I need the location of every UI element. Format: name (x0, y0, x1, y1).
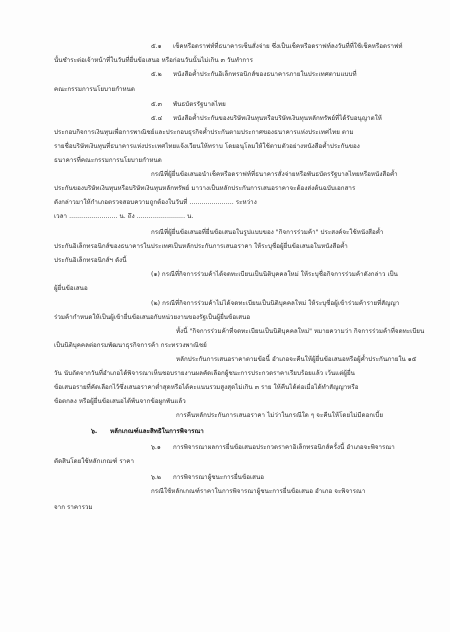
clause-number: ๕.๑ (151, 43, 162, 50)
text-line: ธนาคารที่คณะกรรมการนโยบายกำหนด (54, 157, 162, 164)
text-line: กรณีที่ผู้ยื่นข้อเสนอนำเช็คหรือดราฟท์ที่ธนาคารสั่งจ่ายหรือพันธบัตรรัฐบาลไทยหรือหนังสือค้ำ (151, 171, 398, 178)
text-line: วัน นับถัดจากวันที่อำเภอได้พิจารณาเห็นชอบรายงานผลคัดเลือกผู้ชนะการประกวดราคาเรียบร้อยแล้ว เว้นแต่ผู้ยื่น (54, 370, 355, 377)
text-line: พันธบัตรรัฐบาลไทย (173, 101, 226, 108)
text-line: ทั้งนี้ "กิจการร่วมค้าที่จดทะเบียนเป็นนิติบุคคลใหม่" หมายความว่า กิจการร่วมค้าที่จดทะเบียน (176, 328, 425, 335)
clause-number: ๕.๓ (151, 101, 162, 108)
text-line: จาก ราคารวม (54, 504, 93, 511)
text-line: (๑) กรณีที่กิจการร่วมค้าได้จดทะเบียนเป็นนิติบุคคลใหม่ ให้ระบุชื่อกิจการร่วมค้าดังกล่าว เป็น (151, 271, 398, 278)
text-line: ประกันของบริษัทเงินทุนหรือบริษัทเงินทุนหลักทรัพย์ มาวางเป็นหลักประกันการเสนอราคาจะต้องส่งต้นฉบับเอกสาร (54, 185, 356, 192)
text-line: (๒) กรณีที่กิจการร่วมค้าไม่ได้จดทะเบียนเป็นนิติบุคคลใหม่ ให้ระบุชื่อผู้เข้าร่วมค้ารายที่สัญญา (151, 300, 400, 307)
text-line: คณะกรรมการนโยบายกำหนด (54, 86, 135, 93)
text-line: หนังสือค้ำประกันของบริษัทเงินทุนหรือบริษัทเงินทุนหลักทรัพย์ที่ได้รับอนุญาตให้ (173, 115, 382, 122)
text-line: ข้อตกลง หรือผู้ยื่นข้อเสนอได้พ้นจากข้อผูกพันแล้ว (54, 398, 186, 405)
text-line: ผู้ยื่นข้อเสนอ (54, 285, 88, 292)
clause-number: ๕.๒ (151, 71, 162, 78)
section-number: ๖. (91, 428, 98, 435)
text-line: เวลา ........................ น. ถึง ........................ น. (54, 213, 194, 220)
text-line: หนังสือค้ำประกันอิเล็กทรอนิกส์ของธนาคารภายในประเทศตามแบบที่ (173, 71, 357, 78)
text-line: การพิจารณาผู้ชนะการยื่นข้อเสนอ (173, 474, 265, 481)
text-line: กรณีที่ผู้ยื่นข้อเสนอที่ยื่นข้อเสนอในรูปแบบของ "กิจการร่วมค้า" ประสงค์จะใช้หนังสือค้ำ (151, 229, 384, 236)
text-line: การคืนหลักประกันการเสนอราคา ไม่ว่าในกรณีใด ๆ จะคืนให้โดยไม่มีดอกเบี้ย (176, 412, 383, 419)
text-line: ตัดสินโดยใช้หลักเกณฑ์ ราคา (54, 458, 135, 465)
text-line: เป็นนิติบุคคลต่อกรมพัฒนาธุรกิจการค้า กระทรวงพาณิชย์ (54, 342, 207, 349)
section-heading: หลักเกณฑ์และสิทธิในการพิจารณา (110, 428, 204, 435)
text-line: เช็คหรือดราฟท์ที่ธนาคารเซ็นสั่งจ่าย ซึ่งเป็นเช็คหรือดราฟท์ลงวันที่ที่ใช้เช็คหรือดราฟท์ (173, 43, 403, 50)
text-line: หลักประกันการเสนอราคาตามข้อนี้ อำเภอจะคืนให้ผู้ยื่นข้อเสนอหรือผู้ค้ำประกันภายใน ๑๕ (176, 356, 417, 363)
text-line: นั้นชำระต่อเจ้าหน้าที่ในวันที่ยื่นข้อเสนอ หรือก่อนวันนั้นไม่เกิน ๓ วันทำการ (54, 57, 254, 64)
text-line: รายชื่อบริษัทเงินทุนที่ธนาคารแห่งประเทศไทยแจ้งเวียนให้ทราบ โดยอนุโลมให้ใช้ตามตัวอย่างหนังสือค้ำประกันของ (54, 143, 360, 150)
text-line: ประกันอิเล็กทรอนิกส์ฯ ดังนี้ (54, 257, 127, 264)
text-line: ร่วมค้ากำหนดให้เป็นผู้เข้ายื่นข้อเสนอกับหน่วยงานของรัฐเป็นผู้ยื่นข้อเสนอ (54, 314, 251, 321)
text-line: ดังกล่าวมาให้กำเภอตรวจสอบความถูกต้องในวันที่ ...................... ระหว่าง (54, 199, 257, 206)
text-line: กรณีใช้หลักเกณฑ์ราคาในการพิจารณาผู้ชนะการยื่นข้อเสนอ อำเภอ จะพิจารณา (151, 488, 366, 495)
clause-number: ๖.๑ (151, 444, 161, 451)
clause-number: ๖.๒ (151, 474, 161, 481)
text-line: ประกอบกิจการเงินทุนเพื่อการพาณิชย์และประกอบธุรกิจค้ำประกันตามประกาศของธนาคารแห่งประเทศไทย ตาม (54, 129, 354, 136)
text-line: ข้อเสนอรายที่คัดเลือกไว้ซึ่งเสนอราคาต่ำสุดหรือได้คะแนนรวมสูงสุดไม่เกิน ๓ ราย ให้คืนได้ต่อเมื่อได้ทำสัญญาหรือ (54, 384, 359, 391)
text-line: การพิจารณาผลการยื่นข้อเสนอประกวดราคาอิเล็กทรอนิกส์ครั้งนี้ อำเภอจะพิจารณา (173, 444, 395, 451)
clause-number: ๕.๔ (151, 115, 163, 122)
text-line: ประกันอิเล็กทรอนิกส์ของธนาคารในประเทศเป็นหลักประกันการเสนอราคา ให้ระบุชื่อผู้ยื่นข้อเสนอในหนังสือค้ำ (54, 243, 348, 250)
